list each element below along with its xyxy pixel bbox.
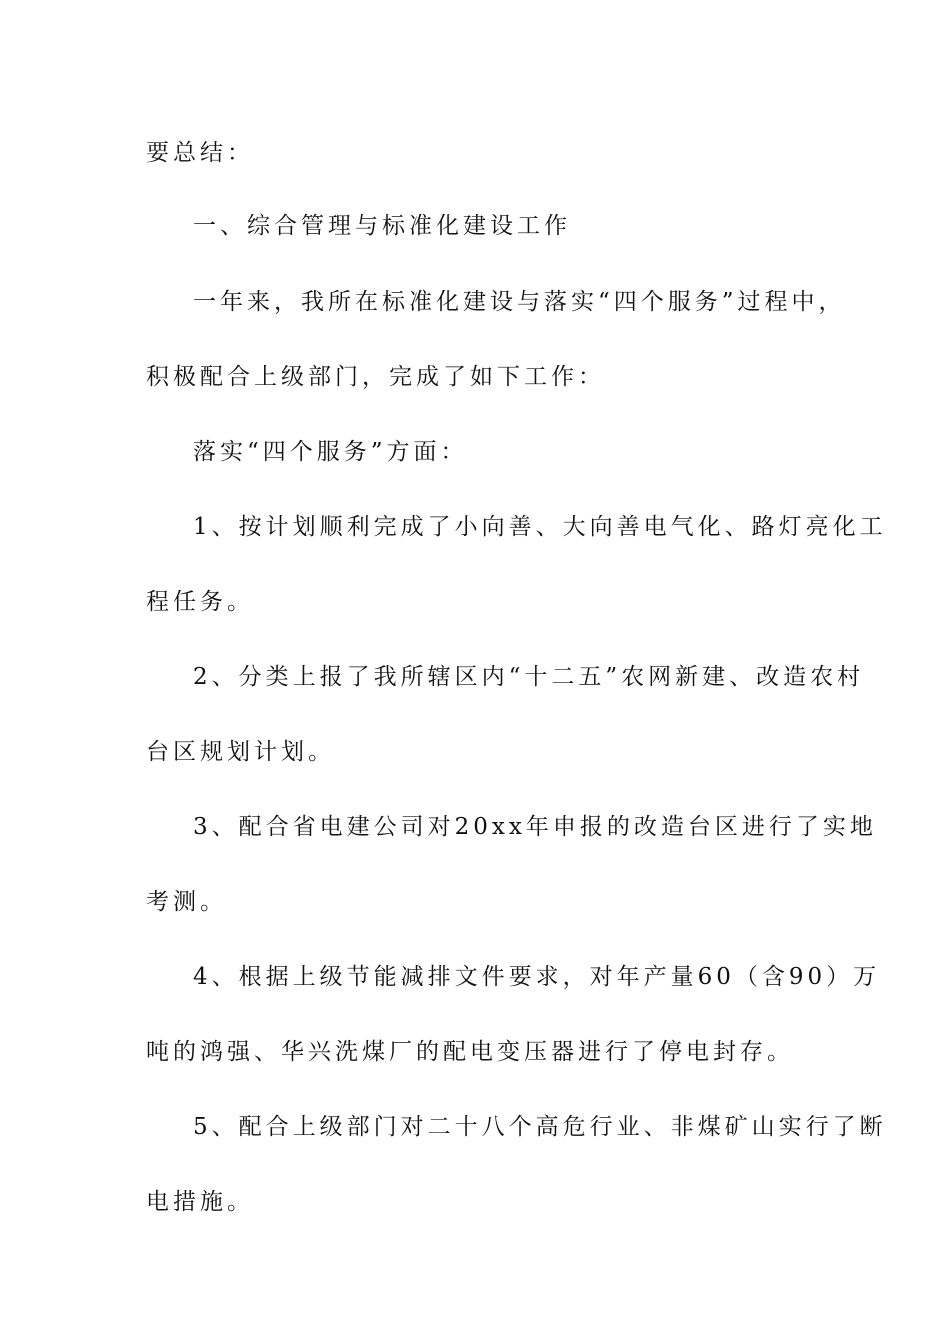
subheading: 落实“四个服务”方面： <box>193 439 468 465</box>
list-item: 4、根据上级节能减排文件要求，对年产量60（含90）万 <box>193 964 881 990</box>
list-item: 2、分类上报了我所辖区内“十二五”农网新建、改造农村 <box>193 664 865 690</box>
paragraph-line: 一年来，我所在标准化建设与落实“四个服务”过程中， <box>193 289 846 315</box>
list-item-continued: 考测。 <box>146 889 227 915</box>
list-item-continued: 电措施。 <box>146 1189 254 1215</box>
paragraph-line: 积极配合上级部门，完成了如下工作： <box>146 364 605 390</box>
section-heading: 一、综合管理与标准化建设工作 <box>193 213 571 239</box>
list-item-continued: 程任务。 <box>146 589 254 615</box>
list-item: 5、配合上级部门对二十八个高危行业、非煤矿山实行了断 <box>193 1114 887 1140</box>
list-item-continued: 吨的鸿强、华兴洗煤厂的配电变压器进行了停电封存。 <box>146 1039 794 1065</box>
list-item: 3、配合省电建公司对20xx年申报的改造台区进行了实地 <box>193 814 877 840</box>
list-item-continued: 台区规划计划。 <box>146 739 335 765</box>
list-item: 1、按计划顺利完成了小向善、大向善电气化、路灯亮化工 <box>193 514 887 540</box>
paragraph-line: 要总结： <box>146 140 254 166</box>
